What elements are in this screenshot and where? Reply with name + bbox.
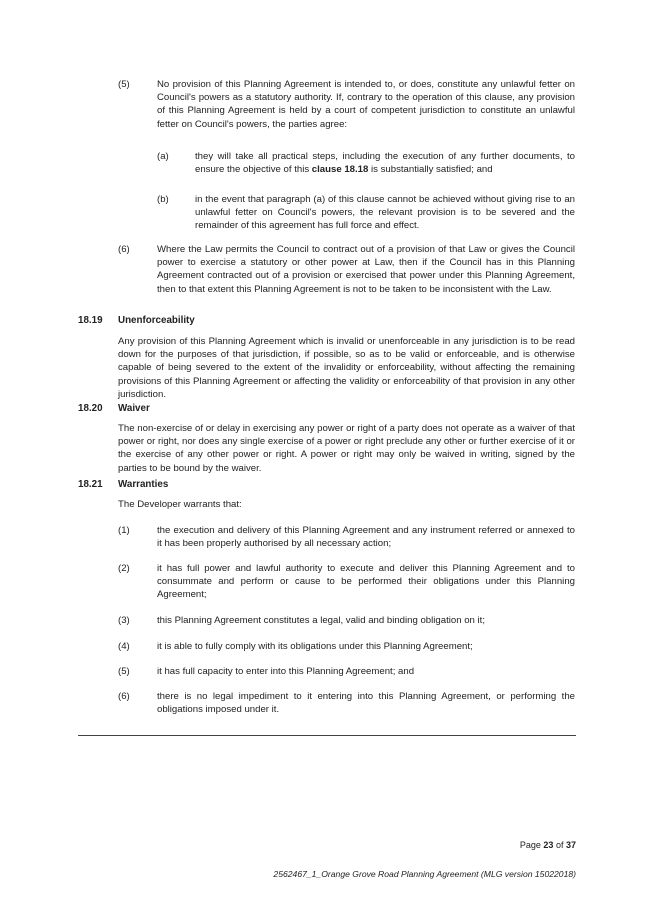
page-total: 37: [565, 840, 576, 850]
warranty-number: (2): [118, 563, 130, 574]
clause-heading: Warranties: [118, 479, 169, 490]
warranty-number: (1): [118, 525, 130, 536]
paragraph-text-part: they will take all practical steps, including the execution of any further documents, to ensure the objective of this: [195, 151, 575, 176]
warranty-text: it has full capacity to enter into this Planning Agreement; and: [157, 666, 415, 677]
page-of-label: of: [555, 840, 564, 850]
warranty-text: it is able to fully comply with its obligations under this Planning Agreement;: [157, 641, 473, 652]
paragraph-text: [195, 150, 575, 176]
subclause-number: (6): [118, 244, 130, 255]
subclause-text: No provision of this Planning Agreement is intended to, or does, constitute any unlawful fetter on Council's powers as a statutory authority. If, contrary to the operation of this clause, any provision of this Planning Agreement is held by a court of competent jurisdiction to constitute an unlawful fetter on Council's powers, the parties agree:: [157, 79, 575, 130]
footer-divider: [78, 735, 576, 736]
warranty-text: the execution and delivery of this Planning Agreement and any instrument referred or annexed to it has been properly authorised by all necessary action;: [157, 525, 575, 550]
clause-text: Any provision of this Planning Agreement which is invalid or unenforceable in any jurisdiction is to be read down for the purposes of that jurisdiction, if possible, so as to be valid or enforceable, and is otherwise capable of being severed to the extent of the invalidity or enforceability, without affecting the remaining provisions of this Planning Agreement or affecting the validity or enforceability of that provision in any other jurisdiction.: [118, 336, 575, 400]
page-number: [520, 840, 576, 851]
clause-number: 18.19: [78, 315, 103, 326]
page-current: 23: [543, 840, 554, 850]
warranty-number: (4): [118, 641, 130, 652]
document-reference: 2562467_1_Orange Grove Road Planning Agreement (MLG version 15022018): [273, 869, 576, 879]
clause-number: 18.20: [78, 403, 103, 414]
clause-text: The non-exercise of or delay in exercising any power or right of a party does not operate as a waiver of that power or right, nor does any single exercise of a power or right preclude any other or further exercise of it or the exercise of any other power or right. A power or right may only be waived in writing, signed by the parties to be bound by the waiver.: [118, 423, 575, 474]
clause-heading: Waiver: [118, 403, 150, 414]
warranty-text: it has full power and lawful authority to execute and deliver this Planning Agreement and to consummate and perform or cause to be performed their obligations under this Planning Agreement;: [157, 563, 575, 601]
paragraph-number: (b): [157, 194, 169, 205]
subclause-text: Where the Law permits the Council to contract out of a provision of that Law or gives the Council power to exercise a statutory or other power at Law, then if the Council has in this Planning Agreement contracted out of a provision or exercised that power under this Planning Agreement, then to that extent this Planning Agreement is not to be taken to be inconsistent with the Law.: [157, 244, 575, 295]
paragraph-text: in the event that paragraph (a) of this clause cannot be achieved without giving rise to an unlawful fetter on Council's powers, the relevant provision is to be severed and the remainder of this agreement has full force and effect.: [195, 194, 575, 232]
warranty-number: (3): [118, 615, 130, 626]
clause-number: 18.21: [78, 479, 103, 490]
clause-reference: clause 18.18: [311, 164, 369, 176]
clause-heading: Unenforceability: [118, 315, 195, 326]
warranty-number: (6): [118, 691, 130, 702]
paragraph-text-part: is substantially satisfied; and: [368, 164, 493, 176]
warranty-text: there is no legal impediment to it entering into this Planning Agreement, or performing the obligations imposed under it.: [157, 691, 575, 716]
page-label: Page: [519, 840, 541, 850]
warranty-number: (5): [118, 666, 130, 677]
paragraph-number: (a): [157, 151, 169, 162]
clause-intro: The Developer warrants that:: [118, 499, 242, 510]
warranty-text: this Planning Agreement constitutes a legal, valid and binding obligation on it;: [157, 615, 486, 626]
subclause-number: (5): [118, 79, 130, 90]
